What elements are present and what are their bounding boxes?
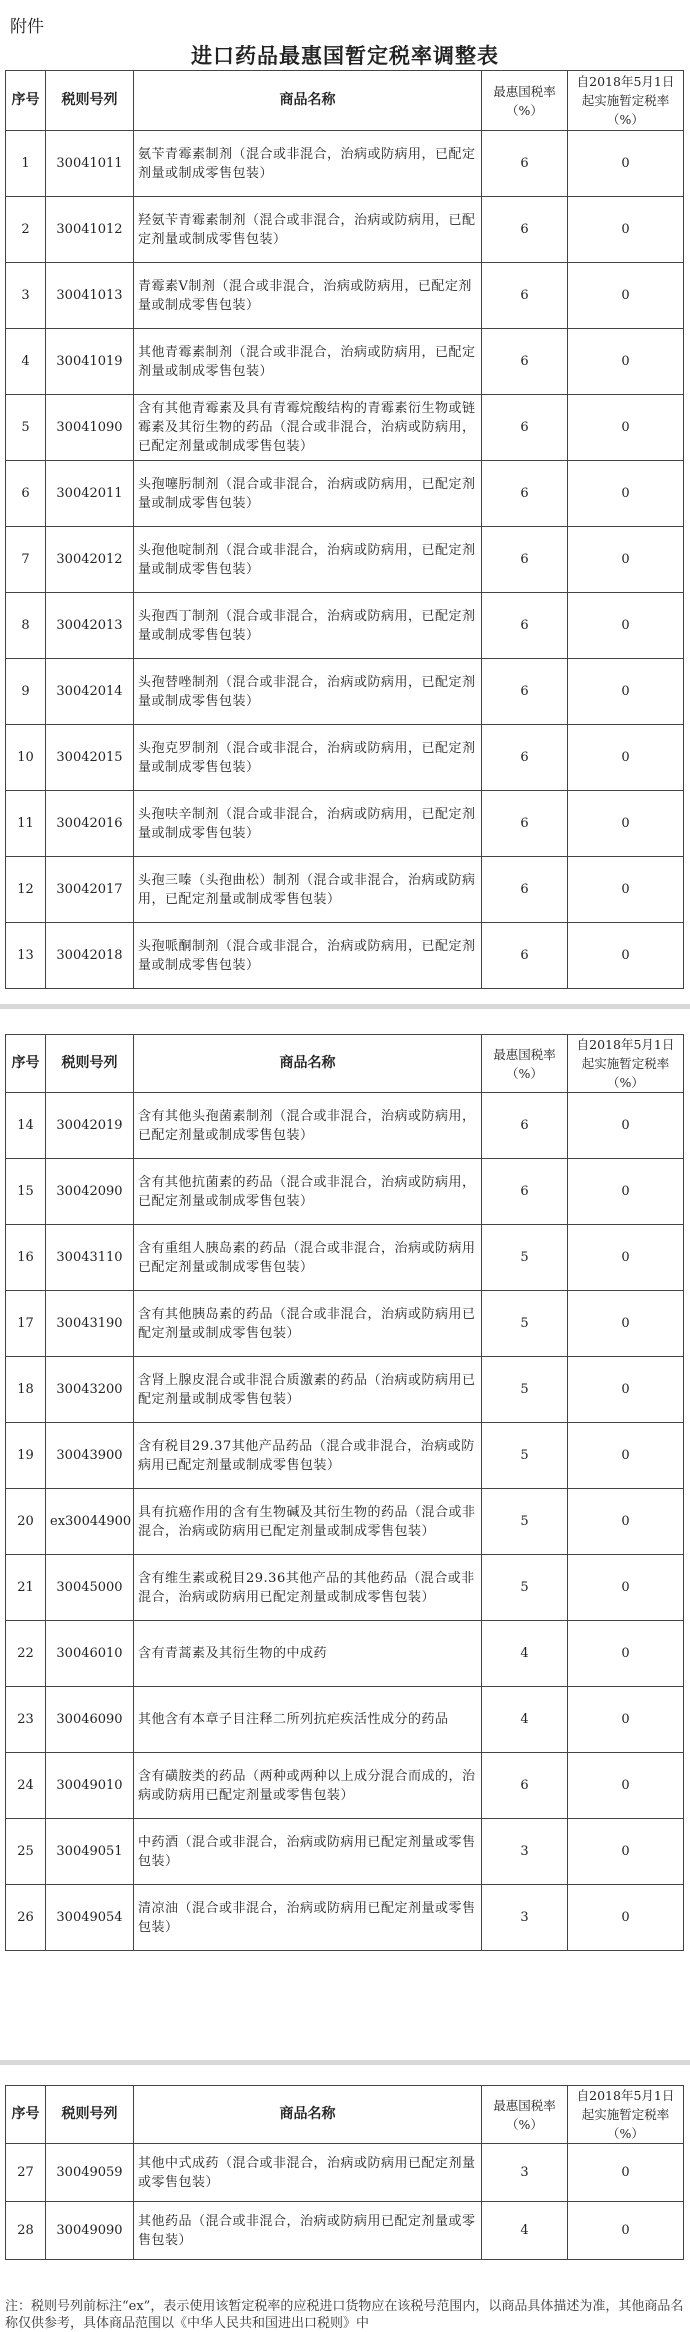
header-seq: 序号 (6, 1035, 46, 1093)
header-code: 税则号列 (46, 1035, 134, 1093)
row-seq: 3 (6, 263, 46, 329)
table-row (6, 1291, 684, 1357)
table-row (6, 1489, 684, 1555)
header-temp-rate: 自2018年5月1日起实施暂定税率（%） (568, 1035, 684, 1093)
row-product-name: 含有其他头孢菌素制剂（混合或非混合，治病或防病用，已配定剂量或制成零售包装） (134, 1093, 482, 1159)
table-row (6, 923, 684, 989)
row-product-name: 含有重组人胰岛素的药品（混合或非混合，治病或防病用已配定剂量或制成零售包装） (134, 1225, 482, 1291)
row-seq: 28 (6, 2202, 46, 2260)
row-mfn-rate: 6 (482, 791, 568, 857)
row-product-name: 含有青蒿素及其衍生物的中成药 (134, 1621, 482, 1687)
header-seq: 序号 (6, 2086, 46, 2144)
row-seq: 13 (6, 923, 46, 989)
row-mfn-rate: 6 (482, 923, 568, 989)
row-mfn-rate: 4 (482, 1687, 568, 1753)
row-product-name: 氨苄青霉素制剂（混合或非混合，治病或防病用，已配定剂量或制成零售包装） (134, 131, 482, 197)
table-header-row (6, 1035, 684, 1093)
row-seq: 23 (6, 1687, 46, 1753)
row-tariff-code: 30046010 (46, 1621, 134, 1687)
row-tariff-code: 30043200 (46, 1357, 134, 1423)
row-tariff-code: 30042018 (46, 923, 134, 989)
table-row (6, 1357, 684, 1423)
header-mfn-rate: 最惠国税率（%） (482, 2086, 568, 2144)
row-tariff-code: 30042011 (46, 461, 134, 527)
table-row (6, 1687, 684, 1753)
row-tariff-code: 30043110 (46, 1225, 134, 1291)
table-row (6, 461, 684, 527)
row-product-name: 含有磺胺类的药品（两种或两种以上成分混合而成的，治病或防病用已配定剂量或零售包装） (134, 1753, 482, 1819)
row-mfn-rate: 6 (482, 527, 568, 593)
row-mfn-rate: 6 (482, 131, 568, 197)
header-name: 商品名称 (134, 1035, 482, 1093)
table-row (6, 1423, 684, 1489)
row-tariff-code: 30042014 (46, 659, 134, 725)
row-seq: 5 (6, 395, 46, 461)
row-temp-rate: 0 (568, 527, 684, 593)
row-mfn-rate: 5 (482, 1291, 568, 1357)
page-separator (0, 2060, 690, 2065)
row-temp-rate: 0 (568, 1555, 684, 1621)
table-row (6, 1159, 684, 1225)
row-seq: 25 (6, 1819, 46, 1885)
row-tariff-code: 30042016 (46, 791, 134, 857)
row-tariff-code: 30042017 (46, 857, 134, 923)
row-mfn-rate: 3 (482, 2144, 568, 2202)
row-tariff-code: 30041019 (46, 329, 134, 395)
table-row (6, 593, 684, 659)
row-mfn-rate: 3 (482, 1819, 568, 1885)
header-mfn-rate: 最惠国税率（%） (482, 71, 568, 131)
row-mfn-rate: 6 (482, 461, 568, 527)
header-seq: 序号 (6, 71, 46, 131)
tariff-table-page-2 (5, 1034, 684, 1951)
row-tariff-code: 30042012 (46, 527, 134, 593)
row-seq: 27 (6, 2144, 46, 2202)
header-code: 税则号列 (46, 71, 134, 131)
row-product-name: 含有其他抗菌素的药品（混合或非混合，治病或防病用，已配定剂量或制成零售包装） (134, 1159, 482, 1225)
row-product-name: 含有其他青霉素及具有青霉烷酸结构的青霉素衍生物或链霉素及其衍生物的药品（混合或非混合，治病或防病用，已配定剂量或制成零售包装） (134, 395, 482, 461)
row-temp-rate: 0 (568, 725, 684, 791)
row-temp-rate: 0 (568, 1291, 684, 1357)
row-tariff-code: 30042019 (46, 1093, 134, 1159)
row-tariff-code: 30043900 (46, 1423, 134, 1489)
row-temp-rate: 0 (568, 1093, 684, 1159)
row-mfn-rate: 5 (482, 1357, 568, 1423)
attachment-label: 附件 (10, 17, 44, 37)
table-row (6, 329, 684, 395)
table-row (6, 527, 684, 593)
row-product-name: 中药酒（混合或非混合，治病或防病用已配定剂量或零售包装） (134, 1819, 482, 1885)
table-row (6, 1555, 684, 1621)
table-row (6, 2144, 684, 2202)
table-row (6, 791, 684, 857)
row-tariff-code: 30049010 (46, 1753, 134, 1819)
row-mfn-rate: 6 (482, 857, 568, 923)
row-seq: 18 (6, 1357, 46, 1423)
row-product-name: 其他含有本章子目注释二所列抗疟疾活性成分的药品 (134, 1687, 482, 1753)
row-tariff-code: 30041013 (46, 263, 134, 329)
table-row (6, 1753, 684, 1819)
page-separator (0, 1004, 690, 1009)
row-product-name: 头孢他啶制剂（混合或非混合，治病或防病用，已配定剂量或制成零售包装） (134, 527, 482, 593)
row-seq: 14 (6, 1093, 46, 1159)
table-row (6, 725, 684, 791)
row-temp-rate: 0 (568, 659, 684, 725)
row-temp-rate: 0 (568, 1357, 684, 1423)
row-mfn-rate: 6 (482, 263, 568, 329)
header-mfn-rate: 最惠国税率（%） (482, 1035, 568, 1093)
row-tariff-code: 30046090 (46, 1687, 134, 1753)
row-temp-rate: 0 (568, 791, 684, 857)
row-mfn-rate: 6 (482, 1159, 568, 1225)
table-row (6, 1093, 684, 1159)
row-seq: 7 (6, 527, 46, 593)
row-product-name: 含有维生素或税目29.36其他产品的其他药品（混合或非混合，治病或防病用已配定剂量或制成零售包装） (134, 1555, 482, 1621)
row-seq: 9 (6, 659, 46, 725)
row-temp-rate: 0 (568, 2144, 684, 2202)
row-product-name: 头孢噻肟制剂（混合或非混合，治病或防病用，已配定剂量或制成零售包装） (134, 461, 482, 527)
tariff-table-page-1 (5, 70, 684, 989)
row-mfn-rate: 5 (482, 1423, 568, 1489)
row-temp-rate: 0 (568, 1159, 684, 1225)
page-title: 进口药品最惠国暂定税率调整表 (191, 44, 499, 68)
row-seq: 20 (6, 1489, 46, 1555)
row-mfn-rate: 6 (482, 1753, 568, 1819)
row-temp-rate: 0 (568, 2202, 684, 2260)
row-temp-rate: 0 (568, 1819, 684, 1885)
row-product-name: 其他中式成药（混合或非混合，治病或防病用已配定剂量或零售包装） (134, 2144, 482, 2202)
row-product-name: 头孢替唑制剂（混合或非混合，治病或防病用，已配定剂量或制成零售包装） (134, 659, 482, 725)
row-mfn-rate: 6 (482, 1093, 568, 1159)
header-code: 税则号列 (46, 2086, 134, 2144)
row-seq: 12 (6, 857, 46, 923)
row-mfn-rate: 6 (482, 395, 568, 461)
row-temp-rate: 0 (568, 131, 684, 197)
row-seq: 1 (6, 131, 46, 197)
row-seq: 21 (6, 1555, 46, 1621)
table-row (6, 131, 684, 197)
row-temp-rate: 0 (568, 1753, 684, 1819)
row-seq: 10 (6, 725, 46, 791)
row-tariff-code: 30041012 (46, 197, 134, 263)
row-seq: 22 (6, 1621, 46, 1687)
row-temp-rate: 0 (568, 395, 684, 461)
row-mfn-rate: 4 (482, 2202, 568, 2260)
row-mfn-rate: 4 (482, 1621, 568, 1687)
row-product-name: 清凉油（混合或非混合，治病或防病用已配定剂量或零售包装） (134, 1885, 482, 1951)
row-tariff-code: 30049090 (46, 2202, 134, 2260)
row-temp-rate: 0 (568, 1423, 684, 1489)
row-temp-rate: 0 (568, 197, 684, 263)
row-mfn-rate: 5 (482, 1225, 568, 1291)
row-tariff-code: 30041090 (46, 395, 134, 461)
header-name: 商品名称 (134, 2086, 482, 2144)
row-seq: 11 (6, 791, 46, 857)
row-product-name: 羟氨苄青霉素制剂（混合或非混合，治病或防病用，已配定剂量或制成零售包装） (134, 197, 482, 263)
table-row (6, 2202, 684, 2260)
row-temp-rate: 0 (568, 461, 684, 527)
row-tariff-code: 30042090 (46, 1159, 134, 1225)
table-row (6, 1885, 684, 1951)
row-seq: 4 (6, 329, 46, 395)
table-row (6, 197, 684, 263)
table-row (6, 1225, 684, 1291)
row-seq: 8 (6, 593, 46, 659)
row-temp-rate: 0 (568, 263, 684, 329)
row-mfn-rate: 3 (482, 1885, 568, 1951)
row-product-name: 头孢三嗪（头孢曲松）制剂（混合或非混合，治病或防病用，已配定剂量或制成零售包装） (134, 857, 482, 923)
row-temp-rate: 0 (568, 329, 684, 395)
row-seq: 26 (6, 1885, 46, 1951)
row-tariff-code: 30042013 (46, 593, 134, 659)
row-tariff-code: ex30044900 (46, 1489, 134, 1555)
row-mfn-rate: 5 (482, 1555, 568, 1621)
row-product-name: 其他药品（混合或非混合，治病或防病用已配定剂量或零售包装） (134, 2202, 482, 2260)
row-temp-rate: 0 (568, 1225, 684, 1291)
row-product-name: 头孢西丁制剂（混合或非混合，治病或防病用，已配定剂量或制成零售包装） (134, 593, 482, 659)
row-seq: 24 (6, 1753, 46, 1819)
table-row (6, 395, 684, 461)
row-product-name: 含有其他胰岛素的药品（混合或非混合，治病或防病用已配定剂量或制成零售包装） (134, 1291, 482, 1357)
row-mfn-rate: 6 (482, 593, 568, 659)
row-product-name: 头孢呋辛制剂（混合或非混合，治病或防病用，已配定剂量或制成零售包装） (134, 791, 482, 857)
row-temp-rate: 0 (568, 857, 684, 923)
table-row (6, 659, 684, 725)
row-seq: 2 (6, 197, 46, 263)
header-temp-rate: 自2018年5月1日起实施暂定税率（%） (568, 71, 684, 131)
row-tariff-code: 30041011 (46, 131, 134, 197)
row-seq: 17 (6, 1291, 46, 1357)
row-product-name: 具有抗癌作用的含有生物碱及其衍生物的药品（混合或非混合，治病或防病用已配定剂量或制成零售包装） (134, 1489, 482, 1555)
row-mfn-rate: 6 (482, 659, 568, 725)
row-product-name: 含有税目29.37其他产品药品（混合或非混合，治病或防病用已配定剂量或制成零售包装） (134, 1423, 482, 1489)
header-temp-rate: 自2018年5月1日起实施暂定税率（%） (568, 2086, 684, 2144)
row-product-name: 头孢哌酮制剂（混合或非混合，治病或防病用，已配定剂量或制成零售包装） (134, 923, 482, 989)
row-product-name: 青霉素V制剂（混合或非混合，治病或防病用，已配定剂量或制成零售包装） (134, 263, 482, 329)
row-seq: 6 (6, 461, 46, 527)
row-seq: 19 (6, 1423, 46, 1489)
row-seq: 15 (6, 1159, 46, 1225)
table-row (6, 263, 684, 329)
row-tariff-code: 30042015 (46, 725, 134, 791)
row-tariff-code: 30049051 (46, 1819, 134, 1885)
row-seq: 16 (6, 1225, 46, 1291)
row-tariff-code: 30045000 (46, 1555, 134, 1621)
table-row (6, 1819, 684, 1885)
table-header-row (6, 2086, 684, 2144)
tariff-table-page-3 (5, 2085, 684, 2260)
row-mfn-rate: 5 (482, 1489, 568, 1555)
row-temp-rate: 0 (568, 923, 684, 989)
table-row (6, 1621, 684, 1687)
table-row (6, 857, 684, 923)
footnote: 注：税则号列前标注“ex”，表示使用该暂定税率的应税进口货物应在该税号范围内，以商品具体描述为准，其他商品名称仅供参考，具体商品范围以《中华人民共和国进出口税则》中 (5, 2299, 684, 2331)
row-tariff-code: 30049059 (46, 2144, 134, 2202)
row-temp-rate: 0 (568, 1885, 684, 1951)
row-mfn-rate: 6 (482, 197, 568, 263)
row-product-name: 头孢克罗制剂（混合或非混合，治病或防病用，已配定剂量或制成零售包装） (134, 725, 482, 791)
row-tariff-code: 30043190 (46, 1291, 134, 1357)
row-mfn-rate: 6 (482, 725, 568, 791)
table-header-row (6, 71, 684, 131)
row-tariff-code: 30049054 (46, 1885, 134, 1951)
row-product-name: 含肾上腺皮混合或非混合质激素的药品（治病或防病用已配定剂量或制成零售包装） (134, 1357, 482, 1423)
row-product-name: 其他青霉素制剂（混合或非混合，治病或防病用，已配定剂量或制成零售包装） (134, 329, 482, 395)
row-temp-rate: 0 (568, 1621, 684, 1687)
row-mfn-rate: 6 (482, 329, 568, 395)
row-temp-rate: 0 (568, 1687, 684, 1753)
header-name: 商品名称 (134, 71, 482, 131)
row-temp-rate: 0 (568, 1489, 684, 1555)
row-temp-rate: 0 (568, 593, 684, 659)
